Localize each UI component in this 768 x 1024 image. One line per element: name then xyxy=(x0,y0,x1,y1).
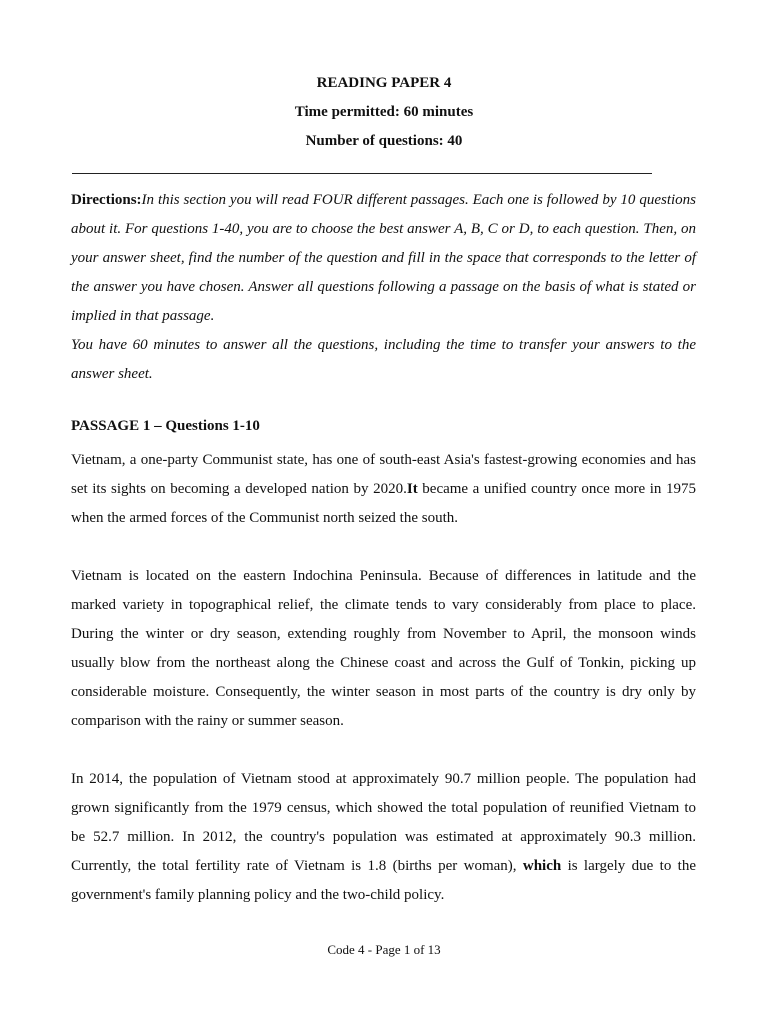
paragraph-1 xyxy=(71,446,696,533)
directions-time-note: You have 60 minutes to answer all the questions, including the time to transfer your answers to the answer sheet. xyxy=(71,337,696,382)
paragraph-3 xyxy=(71,765,696,910)
time-permitted: Time permitted: 60 minutes xyxy=(294,104,474,120)
passage-body xyxy=(71,446,696,533)
directions xyxy=(71,186,696,389)
paragraph-2: Vietnam is located on the eastern Indochina Peninsula. Because of differences in latitude and the marked variety in topographical relief, the climate tends to vary considerably from place to place. During the winter or dry season, extending roughly from November to April, the monsoon winds usually blow from the northeast along the Chinese coast and across the Gulf of Tonkin, picking up considerable moisture. Consequently, the winter season in most parts of the country is dry only by comparison with the rainy or summer season. xyxy=(71,568,696,729)
paragraph-1-bold-it: It xyxy=(406,481,418,497)
directions-text: In this section you will read FOUR different passages. Each one is followed by 10 questions about it. For questions 1-40, you are to choose the best answer A, B, C or D, to each question. Then, on your answer sheet, find the number of the question and fill in the space that corresponds to the letter of the answer you have chosen. Answer all questions following a passage on the basis of what is stated or implied in that passage. xyxy=(71,192,696,324)
page-footer: Code 4 - Page 1 of 13 xyxy=(327,942,441,957)
paper-title: READING PAPER 4 xyxy=(316,75,452,91)
separator-line xyxy=(72,173,652,174)
paragraph-3-text-a: In 2014, the population of Vietnam stood at approximately 90.7 million people. The population had grown significantly from the 1979 census, which showed the total population of reunified Vietnam to be 52.7 million. In 2012, the country's population was estimated at approximately 90.3 million. Currently, the total fertility rate of Vietnam is 1.8 (births per woman), xyxy=(71,771,696,874)
paragraph-1-text-a: Vietnam, a one-party Communist state, has one of south-east Asia's fastest-growing economies and has set its sights on becoming a developed nation by 2020. xyxy=(71,452,696,497)
passage-body-2 xyxy=(71,562,696,736)
passage-title: PASSAGE 1 – Questions 1-10 xyxy=(71,418,260,434)
passage-body-3 xyxy=(71,765,696,910)
paragraph-3-bold-which: which xyxy=(522,858,562,874)
directions-label: Directions: xyxy=(71,192,142,208)
number-of-questions: Number of questions: 40 xyxy=(305,133,463,149)
paragraph-3-text-c: is largely due to the government's family planning policy and the two-child policy. xyxy=(71,858,696,903)
paragraph-1-text-c: became a unified country once more in 1975 when the armed forces of the Communist north seized the south. xyxy=(71,481,696,526)
